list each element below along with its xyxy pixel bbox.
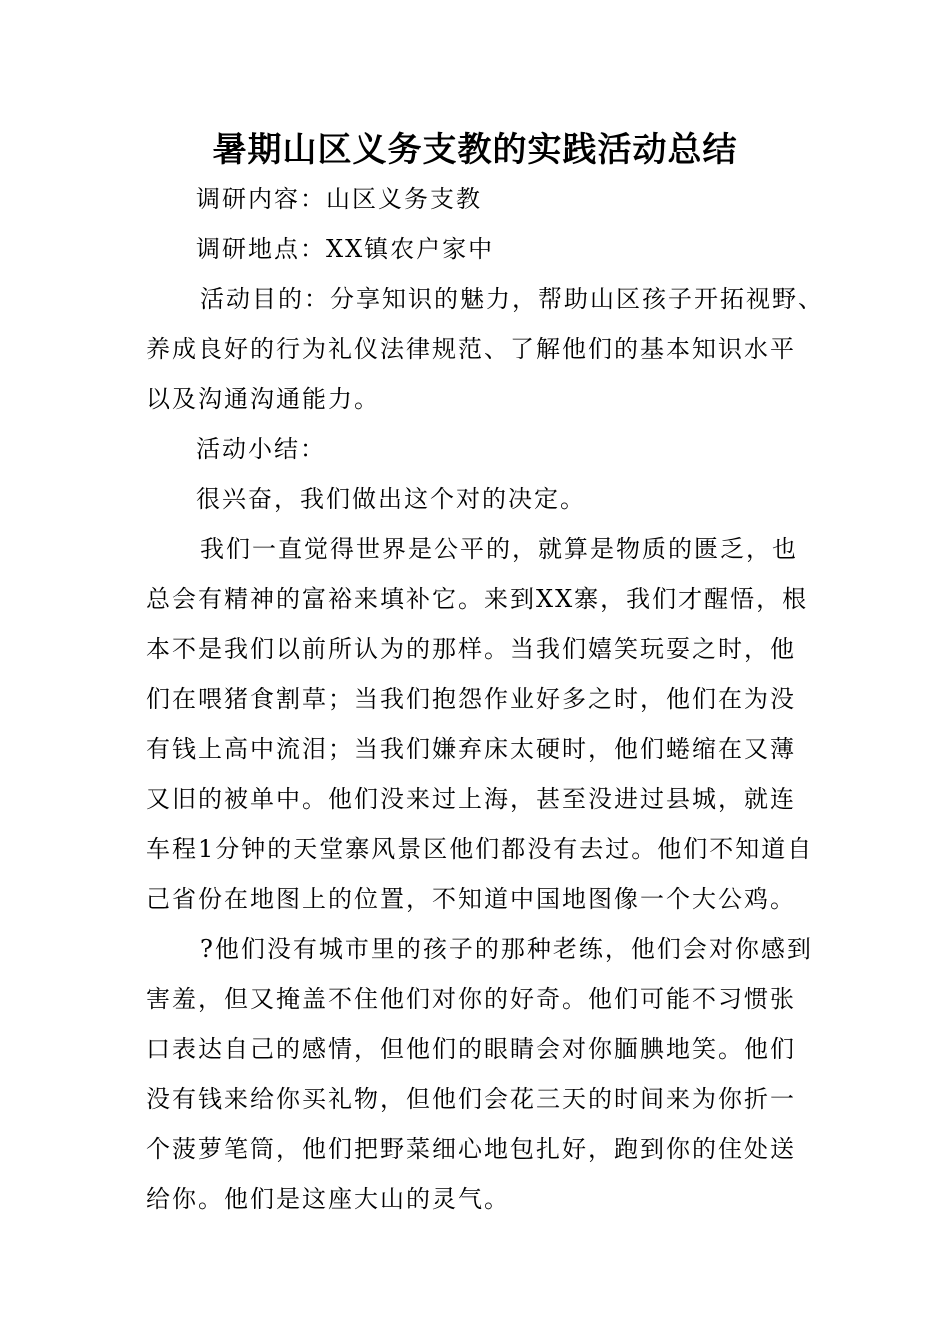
summary-heading-line: 活动小结：	[196, 435, 326, 463]
paragraph-line: 活动目的：分享知识的魅力，帮助山区孩子开拓视野、	[200, 285, 824, 313]
paragraph-line: 养成良好的行为礼仪法律规范、了解他们的基本知识水平	[146, 335, 796, 363]
paragraph-line: 害羞，但又掩盖不住他们对你的好奇。他们可能不习惯张	[146, 985, 796, 1013]
paragraph-line: 又旧的被单中。他们没来过上海，甚至没进过县城，就连	[146, 785, 796, 813]
research-content-line: 调研内容：山区义务支教	[196, 185, 482, 213]
paragraph-line: 们在喂猪食割草；当我们抱怨作业好多之时，他们在为没	[146, 685, 796, 713]
paragraph-line: 给你。他们是这座大山的灵气。	[146, 1185, 510, 1213]
paragraph-line: 己省份在地图上的位置，不知道中国地图像一个大公鸡。	[146, 885, 796, 913]
paragraph-line: 我们一直觉得世界是公平的，就算是物质的匮乏，也	[200, 535, 798, 563]
paragraph-line: ?他们没有城市里的孩子的那种老练，他们会对你感到	[200, 935, 813, 963]
research-location-line: 调研地点：XX镇农户家中	[196, 235, 495, 263]
paragraph-line: 没有钱来给你买礼物，但他们会花三天的时间来为你折一	[146, 1085, 796, 1113]
paragraph-line: 总会有精神的富裕来填补它。来到XX寨，我们才醒悟，根	[146, 585, 809, 613]
paragraph-line: 很兴奋，我们做出这个对的决定。	[196, 485, 586, 513]
document-title: 暑期山区义务支教的实践活动总结	[212, 130, 738, 170]
paragraph-line: 口表达自己的感情，但他们的眼睛会对你腼腆地笑。他们	[146, 1035, 796, 1063]
paragraph-line: 个菠萝笔筒，他们把野菜细心地包扎好，跑到你的住处送	[146, 1135, 796, 1163]
paragraph-line: 车程1分钟的天堂寨风景区他们都没有去过。他们不知道自	[146, 835, 814, 863]
paragraph-line: 有钱上高中流泪；当我们嫌弃床太硬时，他们蜷缩在又薄	[146, 735, 796, 763]
paragraph-line: 以及沟通沟通能力。	[146, 385, 380, 413]
paragraph-line: 本不是我们以前所认为的那样。当我们嬉笑玩耍之时，他	[146, 635, 796, 663]
